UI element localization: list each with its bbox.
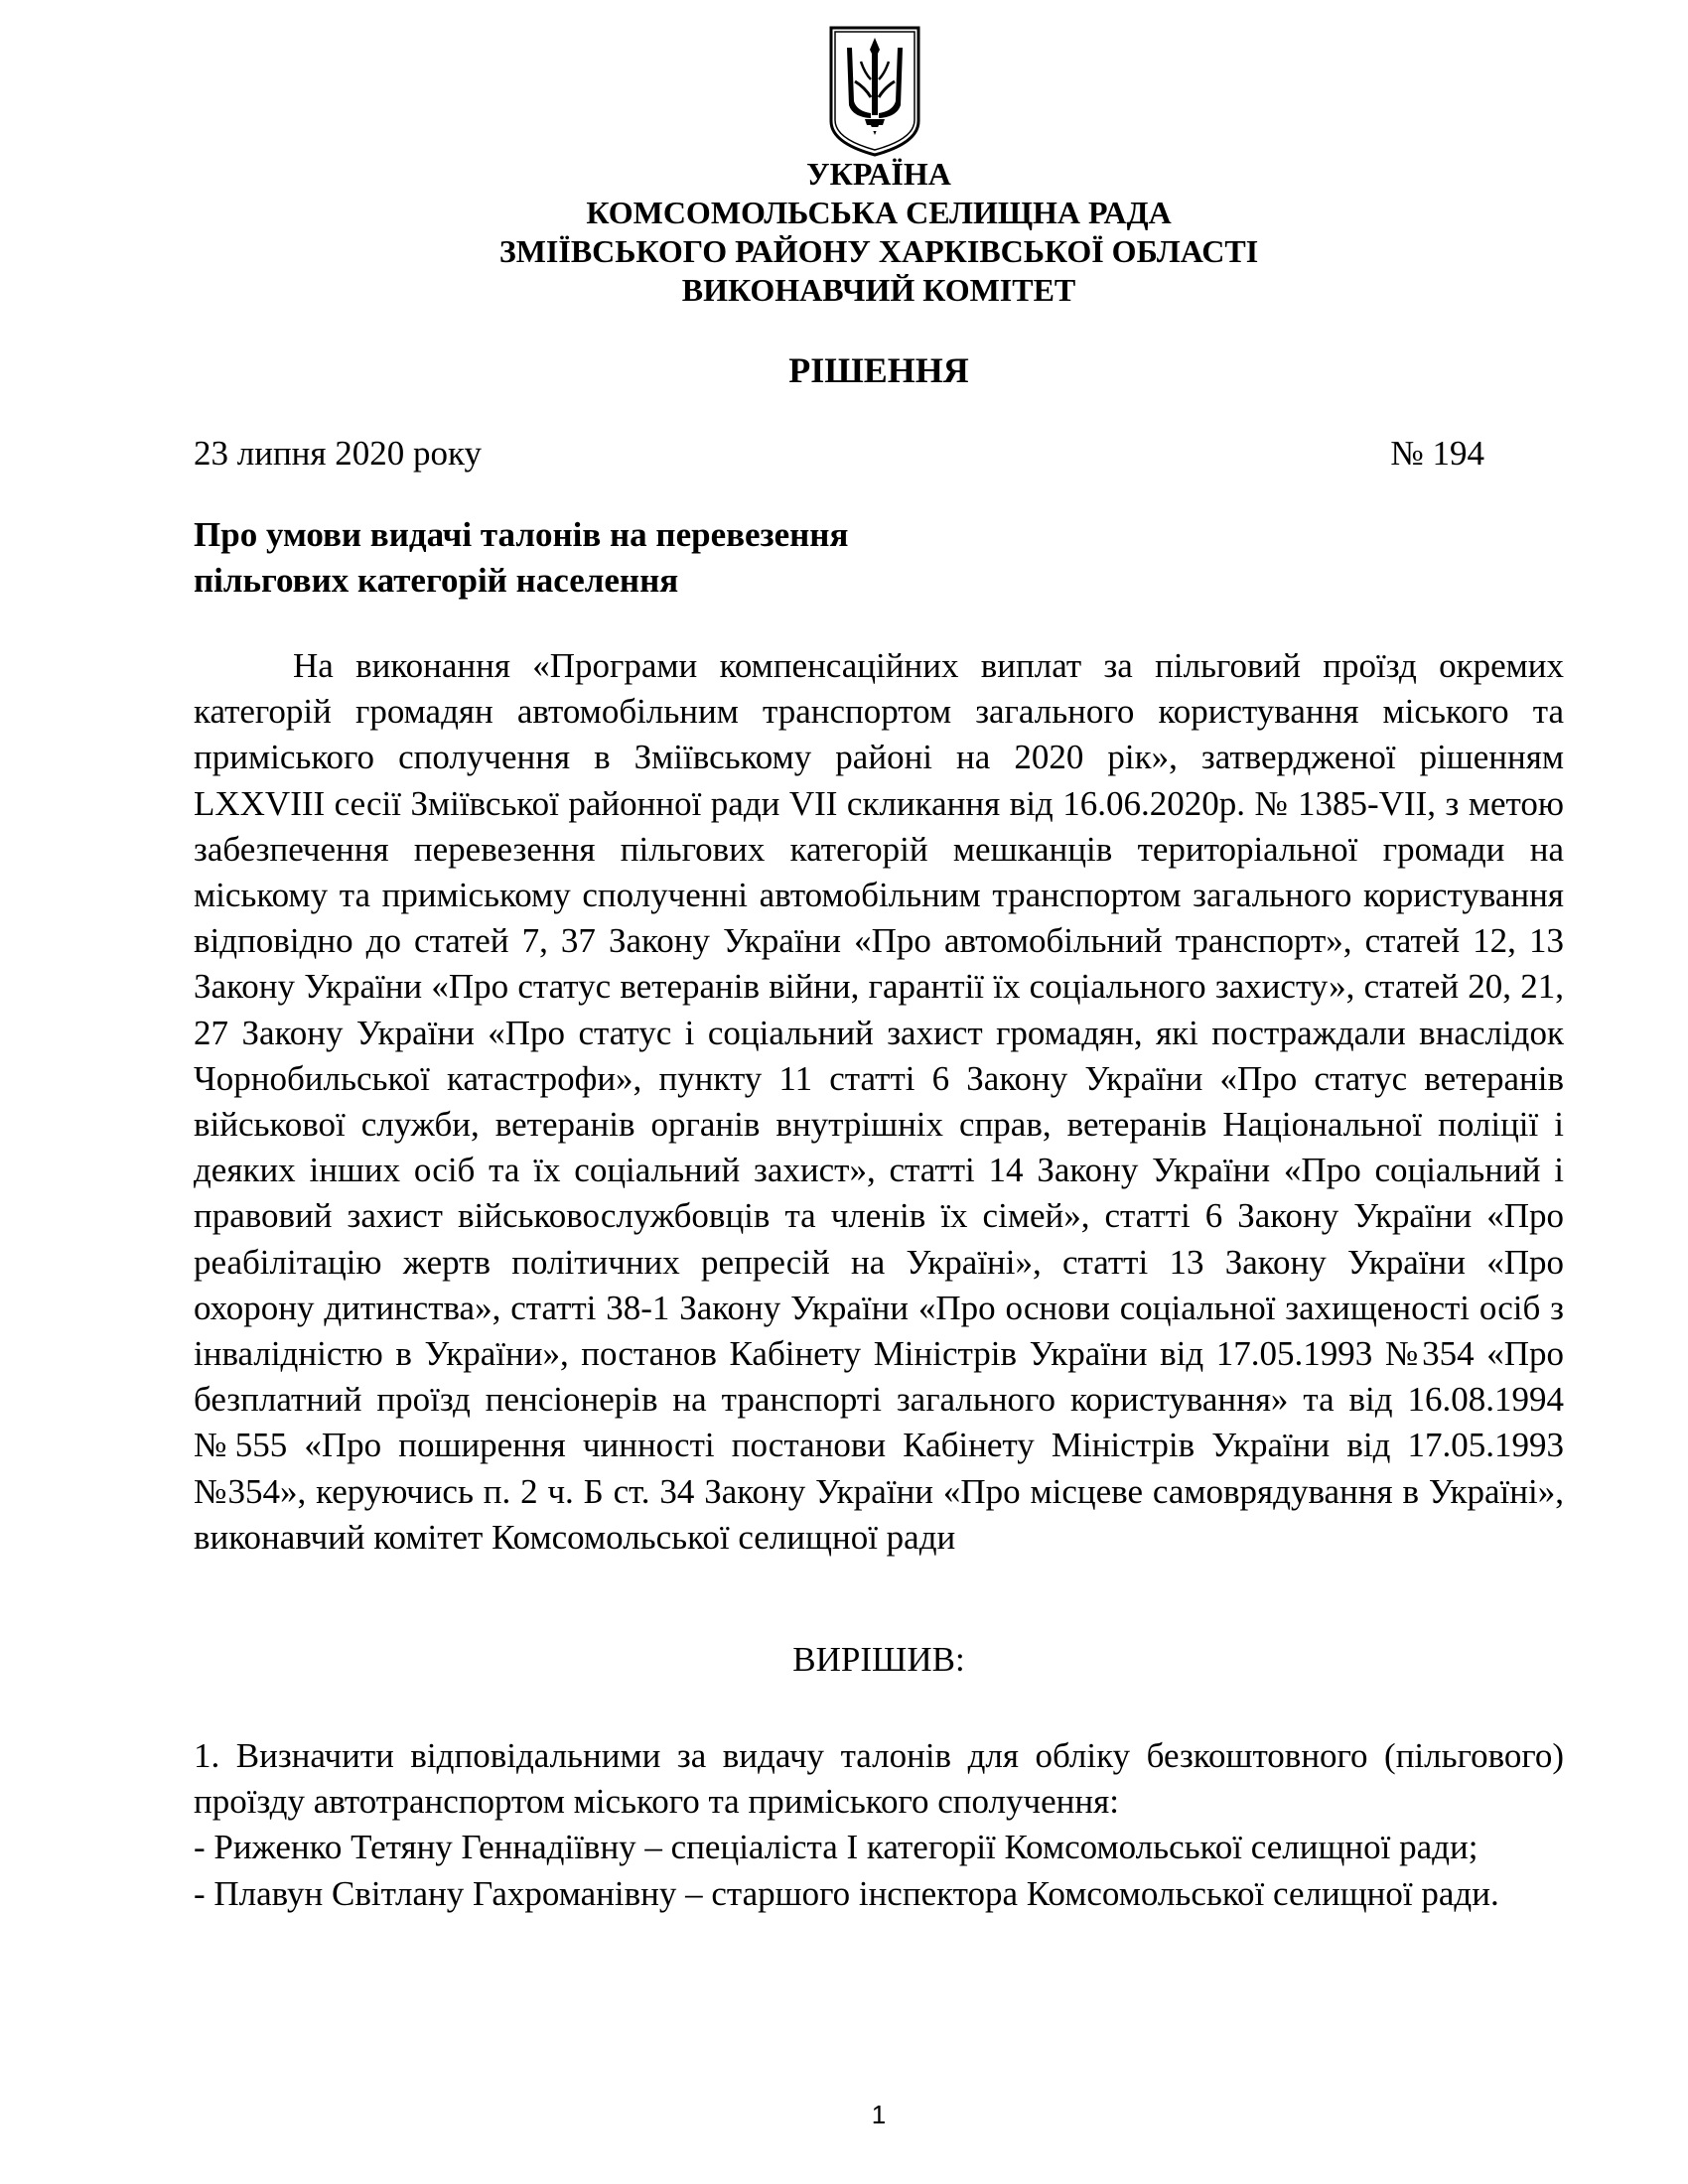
- document-type-title: РІШЕННЯ: [788, 350, 969, 390]
- header-committee: ВИКОНАВЧИЙ КОМІТЕТ: [681, 272, 1076, 308]
- document-header: [0, 155, 1688, 310]
- page-number: 1: [871, 2100, 887, 2129]
- preamble-paragraph: На виконання «Програми компенсаційних виплат за пільговий проїзд окремих категорій громадян автомобільним транспортом загального користування міського та приміського сполучення в Зміївському районі на 2020 рік», затвердженої рішенням LXXVIII сесії Зміївської районної ради VII скликання від 16.06.2020р. № 1385-VII, з метою забезпечення перевезення пільгових категорій мешканців територіальної громади на міському та приміському сполученні автомобільним транспортом загального користування відповідно до статей 7, 37 Закону України «Про автомобільний транспорт», статей 12, 13 Закону України «Про статус ветеранів війни, гарантії їх соціального захисту», статей 20, 21, 27 Закону України «Про статус і соціальний захист громадян, які постраждали внаслідок Чорнобильської катастрофи», пункту 11 статті 6 Закону України «Про статус ветеранів військової служби, ветеранів органів внутрішніх справ, ветеранів Національної поліції і деяких інших осіб та їх соціальний захист», статті 14 Закону України «Про соціальний і правовий захист військовослужбовців та членів їх сімей», статті 6 Закону України «Про реабілітацію жертв політичних репресій на Україні», статті 13 Закону України «Про охорону дитинства», статті 38-1 Закону України «Про основи соціальної захищеності осіб з інвалідністю в України», постанов Кабінету Міністрів України від 17.05.1993 №354 «Про безплатний проїзд пенсіонерів на транспорті загального користування» та від 16.08.1994 №555 «Про поширення чинності постанови Кабінету Міністрів України від 17.05.1993 №354», керуючись п. 2 ч. Б ст. 34 Закону України «Про місцеве самоврядування в Україні», виконавчий комітет Комсомольської селищної ради: [194, 646, 1564, 1557]
- item-1-person-1: - Риженко Тетяну Геннадіївну – спеціаліста І категорії Комсомольської селищної ради;: [194, 1828, 1478, 1867]
- document-number: № 194: [1390, 434, 1484, 473]
- item-1-person-2: - Плавун Світлану Гахроманівну – старшого інспектора Комсомольської селищної ради.: [194, 1873, 1499, 1913]
- document-subject: [194, 512, 848, 604]
- decision-item-1: [194, 1733, 1564, 1917]
- document-date: 23 липня 2020 року: [194, 434, 483, 473]
- header-council: КОМСОМОЛЬСЬКА СЕЛИЩНА РАДА: [586, 195, 1172, 230]
- header-district: ЗМІЇВСЬКОГО РАЙОНУ ХАРКІВСЬКОЇ ОБЛАСТІ: [498, 233, 1259, 269]
- subject-line-2: пільгових категорій населення: [194, 561, 679, 600]
- resolved-heading: ВИРІШИВ:: [792, 1640, 965, 1679]
- subject-line-1: Про умови видачі талонів на перевезення: [194, 515, 849, 554]
- item-1-text: 1. Визначити відповідальними за видачу талонів для обліку безкоштовного (пільгового) проїзду автотранспортом міського та приміського сполучення:: [194, 1736, 1564, 1822]
- header-country: УКРАЇНА: [806, 156, 951, 192]
- date-number-line: [194, 432, 1484, 476]
- trident-coat-of-arms-icon: [827, 24, 922, 159]
